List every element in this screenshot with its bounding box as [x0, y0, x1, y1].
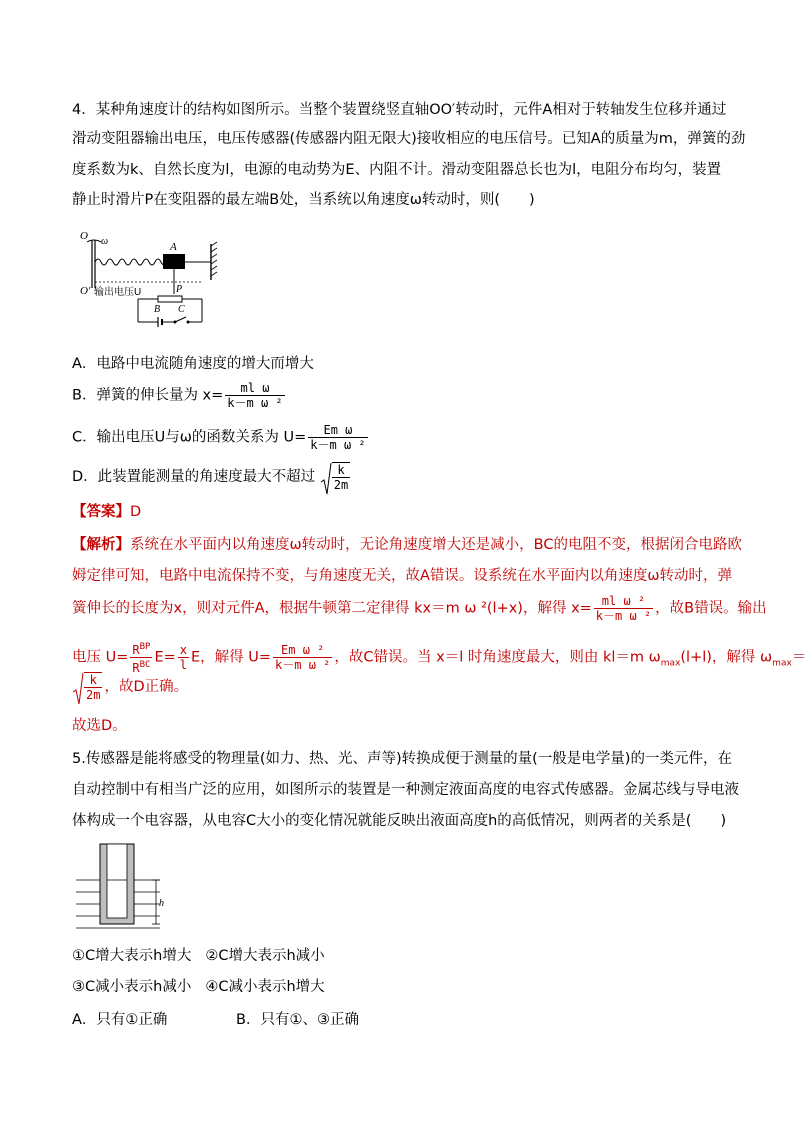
q5-statements-row2 [72, 975, 325, 996]
label-B: B [154, 304, 161, 315]
q5-choices-row [72, 1008, 359, 1029]
q4-option-c-fraction: $\frac{\text{Em ω}}{\text{k－m ω ²}}$ [310, 423, 366, 452]
q4-analysis-line6: 故选D。 [72, 718, 127, 734]
q5-statements-row1 [72, 944, 325, 965]
q4-option-c [72, 423, 370, 452]
q4-option-c-text: C．输出电压U与ω的函数关系为 U= [72, 429, 307, 446]
q4-analysis-line3: 簧伸长的长度为x，则对元件A，根据牛顿第二定律得 kx＝m ω ²(l+x)，解得 x= $\frac{\text{ml ω ²}}{\text{k－m ω ²}}$ ，故B错误。输出 [72, 594, 767, 623]
q4-option-b-text: B．弹簧的伸长量为 x= [72, 387, 224, 404]
q4-stem-line4: 静止时滑片P在变阻器的最左端B处，当系统以角速度ω转动时，则( ) [72, 192, 535, 208]
q5-statement-4: ④C减小表示h增大 [205, 979, 325, 995]
label-O-bottom: O′ [80, 285, 91, 297]
q5-statement-3: ③C减小表示h减小 [72, 979, 192, 995]
q5-statement-1: ①C增大表示h增大 [72, 948, 192, 964]
label-output-voltage: 输出电压U [94, 287, 142, 298]
q4-answer: 【答案】D [72, 504, 142, 520]
q5-statement-2: ②C增大表示h减小 [205, 948, 325, 964]
label-P: P [176, 284, 183, 295]
label-h: h [159, 898, 164, 909]
q5-choice-b: B．只有①、③正确 [236, 1012, 359, 1028]
q4-stem-line3: 度系数为k、自然长度为l，电源的电动势为E、内阻不计。滑动变阻器总长也为l，电阻分布均匀，装置 [72, 162, 722, 178]
q5-stem-line1: 5.传感器是能将感受的物理量(如力、热、光、声等)转换成便于测量的量(一般是电学量)的一类元件，在 [72, 751, 732, 767]
q4-option-a: A．电路中电流随角速度的增大而增大 [72, 356, 314, 372]
q5-stem-line3: 体构成一个电容器，从电容C大小的变化情况就能反映出液面高度h的高低情况，则两者的关系是( ) [72, 813, 727, 829]
sqrt-icon: $\frac{k}{2m}$ [320, 462, 352, 492]
q5-choice-a: A．只有①正确 [72, 1012, 168, 1028]
label-O-top: O [80, 230, 88, 242]
q4-stem-line2: 滑动变阻器输出电压，电压传感器(传感器内阻无限大)接收相应的电压信号。已知A的质量为m，弹簧的劲 [72, 131, 746, 147]
q4-analysis-line4: 电压 U= $\frac{R^{BP}}{R^{BC}}$ E= $\frac{x}{l}$ E，解得 U= $\frac{\text{Em ω ²}}{\text{k－m ω ²}}$ ，故C错误。当 x＝l 时角速度最大，则由 kl＝m $\omega_{max}(l+l)$，解得 $\omega_{max}=$ [72, 642, 806, 675]
q4-option-b-fraction: $\frac{\text{ml ω}}{\text{k－m ω ²}}$ [227, 381, 283, 410]
q4-option-d-text: D．此装置能测量的角速度最大不超过 [72, 469, 316, 485]
q4-option-b [72, 381, 287, 410]
q4-analysis-line1: 【解析】系统在水平面内以角速度ω转动时，无论角速度增大还是减小，BC的电阻不变，根据闭合电路欧 [72, 537, 742, 553]
q4-analysis-line2: 姆定律可知，电路中电流保持不变，与角速度无关，故A错误。设系统在水平面内以角速度ω转动时，弹 [72, 568, 733, 584]
angular-velocity-meter-figure [78, 226, 228, 328]
q4-stem-line1: 4．某种角速度计的结构如图所示。当整个装置绕竖直轴OO′转动时，元件A相对于转轴发生位移并通过 [72, 102, 727, 118]
capacitive-sensor-figure [76, 842, 176, 934]
q4-analysis-line5: $\frac{k}{2m}$ ，故D正确。 [72, 672, 188, 702]
q5-stem-line2: 自动控制中有相当广泛的应用，如图所示的装置是一种测定液面高度的电容式传感器。金属芯线与导电液 [72, 782, 739, 798]
label-A: A [170, 241, 177, 253]
label-omega: ω [101, 236, 109, 247]
label-C: C [178, 304, 185, 315]
q4-option-d [72, 462, 352, 492]
